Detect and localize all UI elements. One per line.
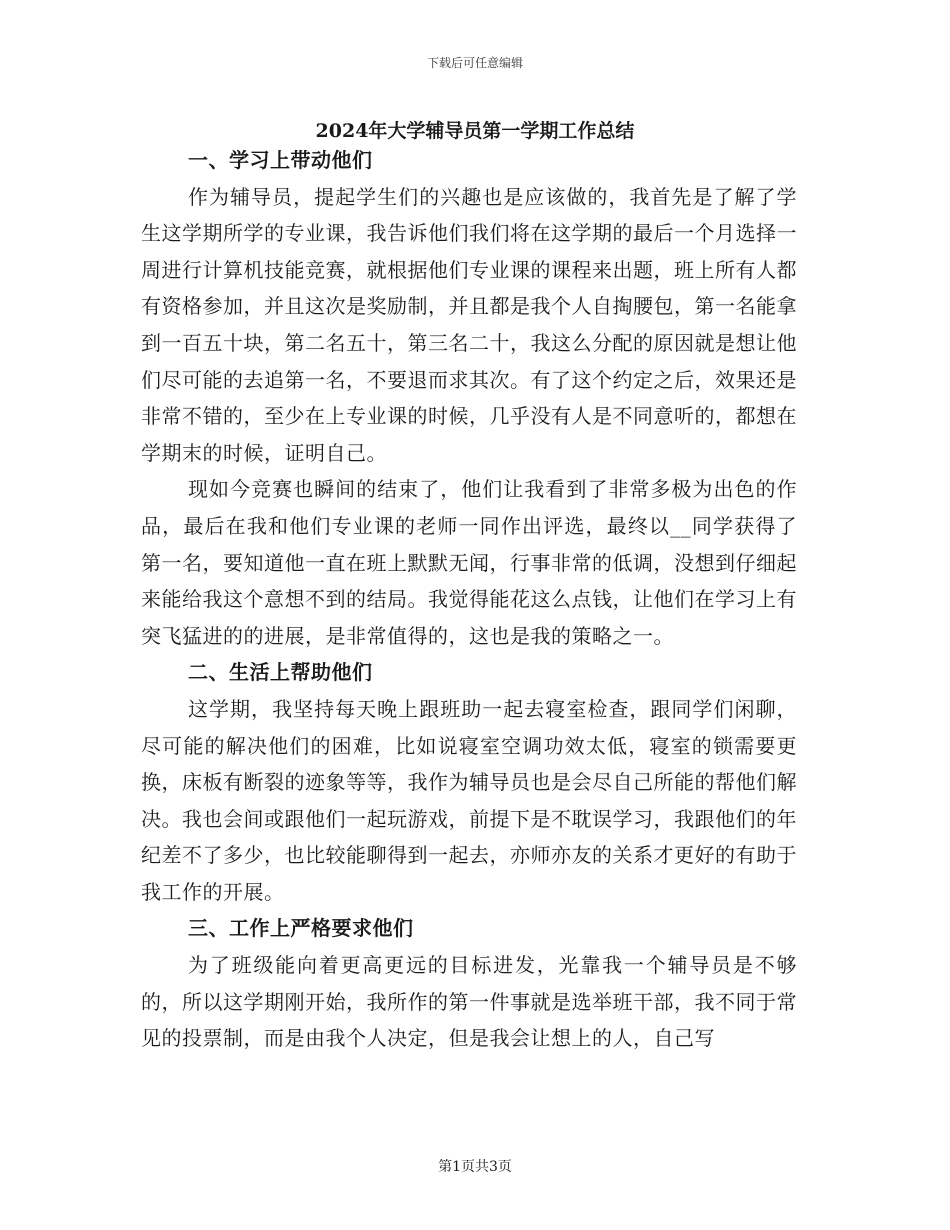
paragraph: 现如今竞赛也瞬间的结束了，他们让我看到了非常多极为出色的作品，最后在我和他们专业课的老师一同作出评选，最终以__同学获得了第一名，要知道他一直在班上默默无闻，行事非常的低调，没想到仔细起来能给我这个意想不到的结局。我觉得能花这么点钱，让他们在学习上有突飞猛进的的进展，是非常值得的，这也是我的策略之一。 (141, 477, 797, 648)
section-heading: 二、生活上帮助他们 (188, 660, 373, 685)
page-number-footer: 第1页共3页 (438, 1159, 512, 1175)
section-1 (141, 142, 797, 654)
section-heading: 三、工作上严格要求他们 (188, 916, 414, 941)
header-note: 下载后可任意编辑 (426, 56, 523, 70)
paragraph: 为了班级能向着更高更远的目标进发，光靠我一个辅导员是不够的，所以这学期刚开始，我所作的第一件事就是选举班干部，我不同于常见的投票制，而是由我个人决定，但是我会让想上的人，自己写 (141, 953, 797, 1051)
section-2 (141, 654, 797, 910)
paragraph: 作为辅导员，提起学生们的兴趣也是应该做的，我首先是了解了学生这学期所学的专业课，我告诉他们我们将在这学期的最后一个月选择一周进行计算机技能竞赛，就根据他们专业课的课程来出题，班上所有人都有资格参加，并且这次是奖励制，并且都是我个人自掏腰包，第一名能拿到一百五十块，第二名五十，第三名二十，我这么分配的原因就是想让他们尽可能的去追第一名，不要退而求其次。有了这个约定之后，效果还是非常不错的，至少在上专业课的时候，几乎没有人是不同意听的，都想在学期末的时候，证明自己。 (141, 184, 797, 465)
document-body (141, 142, 797, 1057)
section-3 (141, 910, 797, 1056)
section-heading: 一、学习上带动他们 (188, 148, 373, 172)
paragraph: 这学期，我坚持每天晚上跟班助一起去寝室检查，跟同学们闲聊，尽可能的解决他们的困难，比如说寝室空调功效太低，寝室的锁需要更换，床板有断裂的迹象等等，我作为辅导员也是会尽自己所能的帮他们解决。我也会间或跟他们一起玩游戏，前提下是不耽误学习，我跟他们的年纪差不了多少，也比较能聊得到一起去，亦师亦友的关系才更好的有助于我工作的开展。 (141, 696, 797, 904)
document-title: 2024年大学辅导员第一学期工作总结 (315, 120, 635, 142)
